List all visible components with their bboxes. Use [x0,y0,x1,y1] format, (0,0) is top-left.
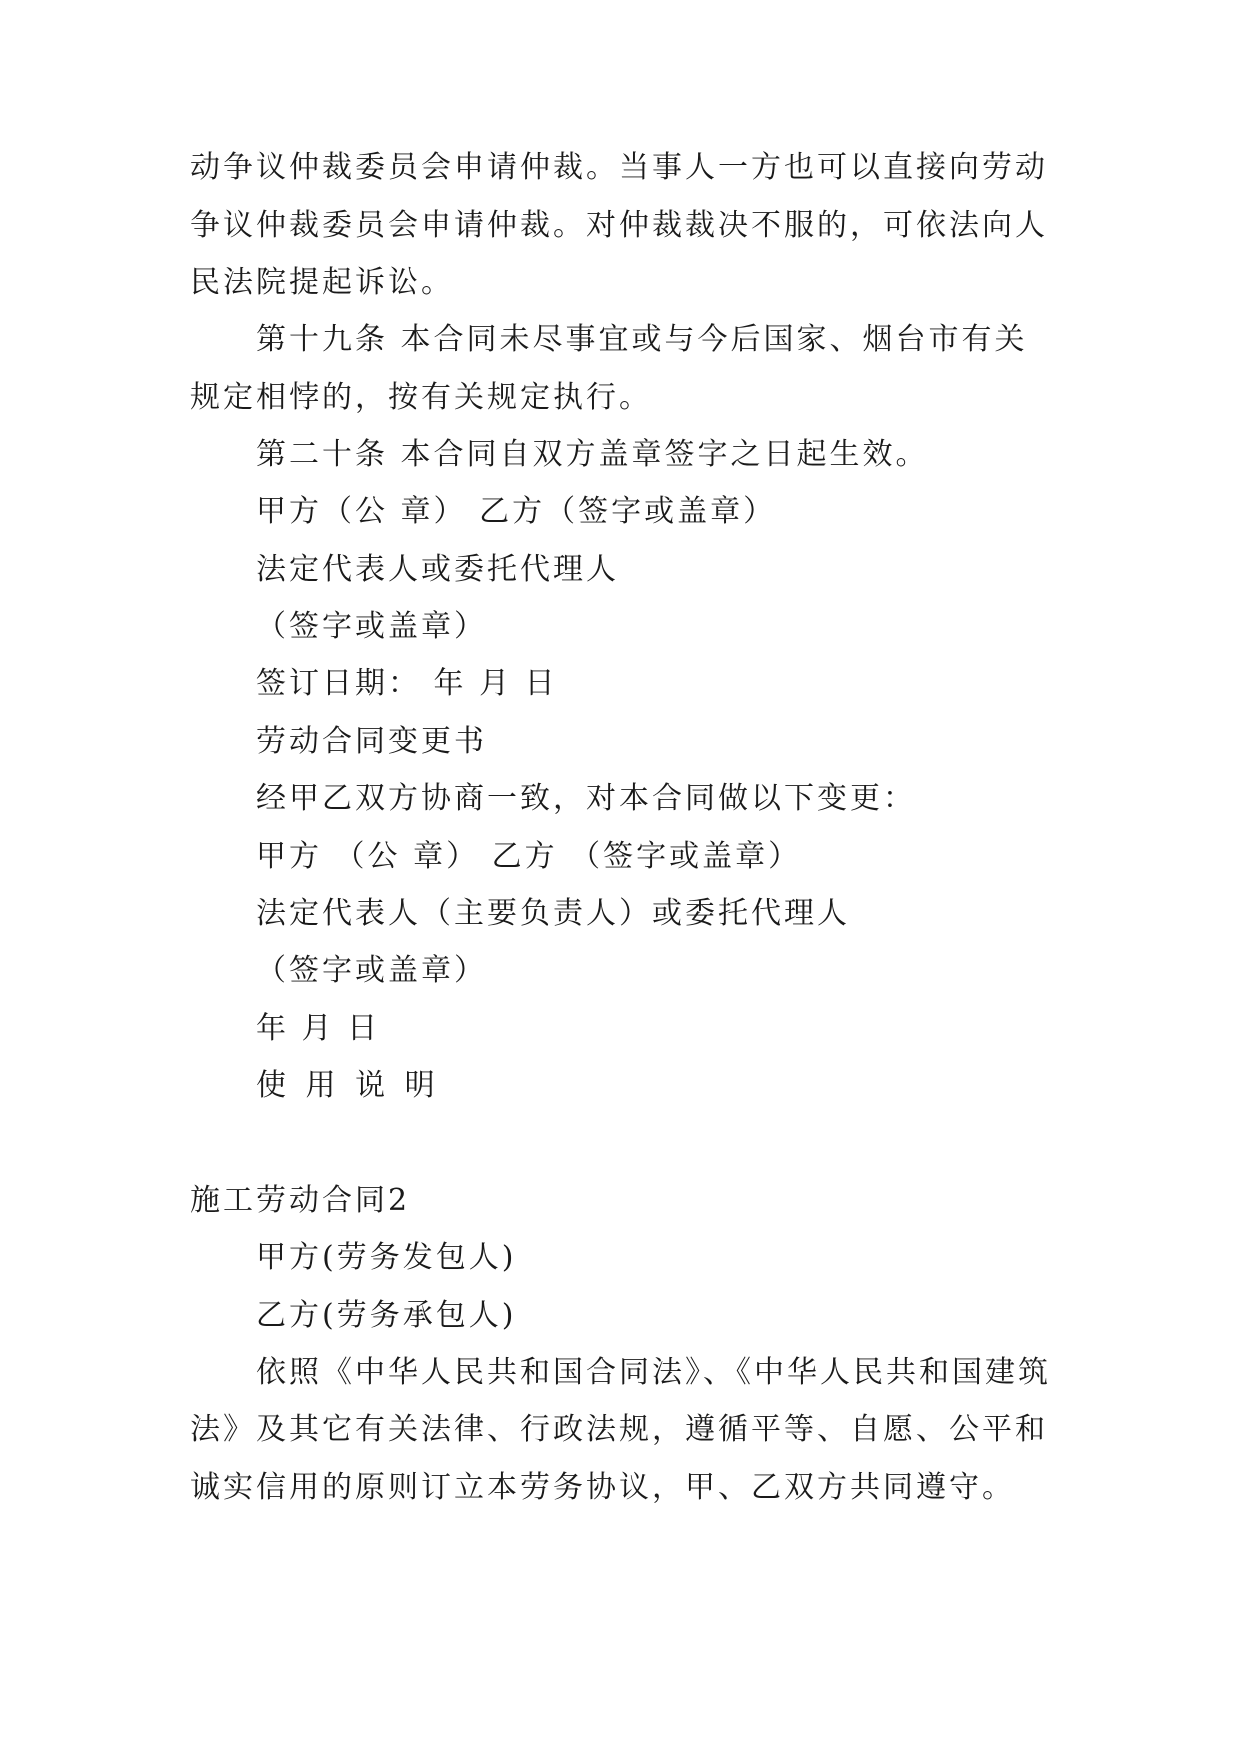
paragraph-line: 动争议仲裁委员会申请仲裁。当事人一方也可以直接向劳动 [190,150,1048,185]
contract-title: 施工劳动合同2 [190,1183,411,1218]
legal-representative-line: 法定代表人（主要负责人）或委托代理人 [256,896,850,931]
party-b-line: 乙方(劳务承包人) [256,1298,517,1333]
signature-note: （签字或盖章） [256,953,487,988]
paragraph-line: 规定相悖的，按有关规定执行。 [190,380,652,415]
instructions-heading: 使 用 说 明 [256,1068,440,1103]
signature-party-line: 甲方 （公 章） 乙方 （签字或盖章） [256,839,802,874]
section-heading: 劳动合同变更书 [256,724,487,759]
signature-party-line: 甲方（公 章） 乙方（签字或盖章） [256,494,777,529]
date-line: 年 月 日 [256,1011,381,1046]
signature-note: （签字或盖章） [256,609,487,644]
paragraph-line: 依照《中华人民共和国合同法》、《中华人民共和国建筑 [256,1355,1051,1390]
paragraph-line: 民法院提起诉讼。 [190,265,454,300]
article-20: 第二十条 本合同自双方盖章签字之日起生效。 [256,437,929,472]
article-19: 第十九条 本合同未尽事宜或与今后国家、烟台市有关 [256,322,1028,357]
legal-representative-line: 法定代表人或委托代理人 [256,552,619,587]
paragraph-line: 法》及其它有关法律、行政法规，遵循平等、自愿、公平和 [190,1412,1048,1447]
signing-date-line: 签订日期： 年 月 日 [256,666,558,701]
paragraph-line: 争议仲裁委员会申请仲裁。对仲裁裁决不服的，可依法向人 [190,208,1048,243]
paragraph-line: 经甲乙双方协商一致，对本合同做以下变更： [256,781,916,816]
paragraph-line: 诚实信用的原则订立本劳务协议，甲、乙双方共同遵守。 [190,1470,1015,1505]
party-a-line: 甲方(劳务发包人) [256,1240,517,1275]
